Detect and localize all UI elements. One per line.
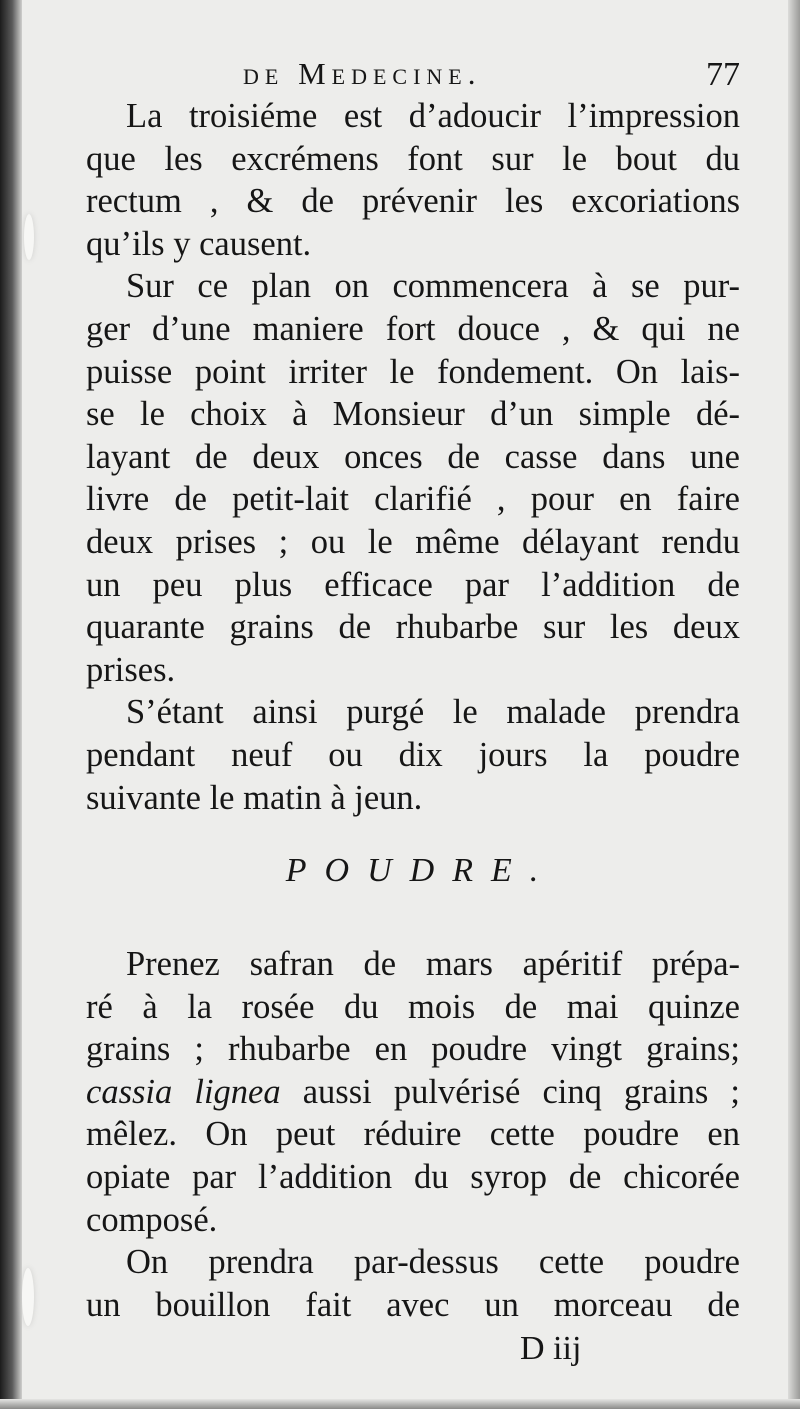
text-line: prises.	[86, 650, 176, 689]
page-edge-right	[788, 0, 800, 1409]
text-line: puisse point irriter le fondement. On lais-	[86, 352, 740, 391]
text-line: grains ; rhubarbe en poudre vingt grains;	[86, 1030, 740, 1069]
recipe-paragraph	[86, 943, 740, 1241]
text-line: que les excrémens font sur le bout du	[86, 139, 740, 178]
text-fragment: aussi pulvérisé cinq grains ;	[302, 1072, 740, 1111]
page-body	[86, 95, 740, 1326]
text-line: pendant neuf ou dix jours la poudre	[86, 735, 740, 774]
text-line: S’étant ainsi purgé le malade prendra	[126, 693, 740, 732]
page-header	[88, 56, 740, 96]
running-title: de Medecine.	[243, 56, 482, 91]
text-line: On prendra par-dessus cette poudre	[126, 1243, 740, 1282]
paragraph	[86, 265, 740, 691]
signature-mark: D iij	[520, 1330, 582, 1367]
paper-wear-spot	[24, 214, 34, 260]
binding-shadow	[0, 0, 22, 1409]
text-line: suivante le matin à jeun.	[86, 778, 423, 817]
text-line: un bouillon fait avec un morceau de	[86, 1285, 740, 1324]
text-line: mêlez. On peut réduire cette poudre en	[86, 1115, 740, 1154]
text-line: deux prises ; ou le même délayant rendu	[86, 522, 740, 561]
text-line: ger d’une maniere fort douce , & qui ne	[86, 309, 740, 348]
text-line: Prenez safran de mars apéritif prépa-	[126, 945, 740, 984]
text-line: rectum , & de prévenir les excoriations	[86, 182, 740, 221]
text-line	[86, 1071, 740, 1114]
paper-wear-spot	[22, 1268, 34, 1326]
text-line: composé.	[86, 1200, 218, 1239]
latin-term: cassia lignea	[86, 1072, 281, 1111]
text-line: qu’ils y causent.	[86, 224, 312, 263]
page-edge-bottom	[0, 1399, 800, 1409]
spacer	[86, 913, 740, 943]
text-line: ré à la rosée du mois de mai quinze	[86, 987, 740, 1026]
paragraph	[86, 691, 740, 819]
text-line: livre de petit-lait clarifié , pour en faire	[86, 480, 740, 519]
section-heading: POUDRE.	[285, 852, 557, 890]
text-line: Sur ce plan on commencera à se pur-	[126, 267, 740, 306]
text-line: layant de deux onces de casse dans une	[86, 437, 740, 476]
text-line: se le choix à Monsieur d’un simple dé-	[86, 395, 740, 434]
page-number: 77	[706, 56, 740, 93]
paragraph	[86, 1241, 740, 1326]
text-line: La troisiéme est d’adoucir l’impression	[126, 97, 740, 135]
text-line: opiate par l’addition du syrop de chicorée	[86, 1158, 740, 1197]
text-line: un peu plus efficace par l’addition de	[86, 565, 740, 604]
text-line: quarante grains de rhubarbe sur les deux	[86, 608, 740, 647]
paragraph	[86, 95, 740, 265]
